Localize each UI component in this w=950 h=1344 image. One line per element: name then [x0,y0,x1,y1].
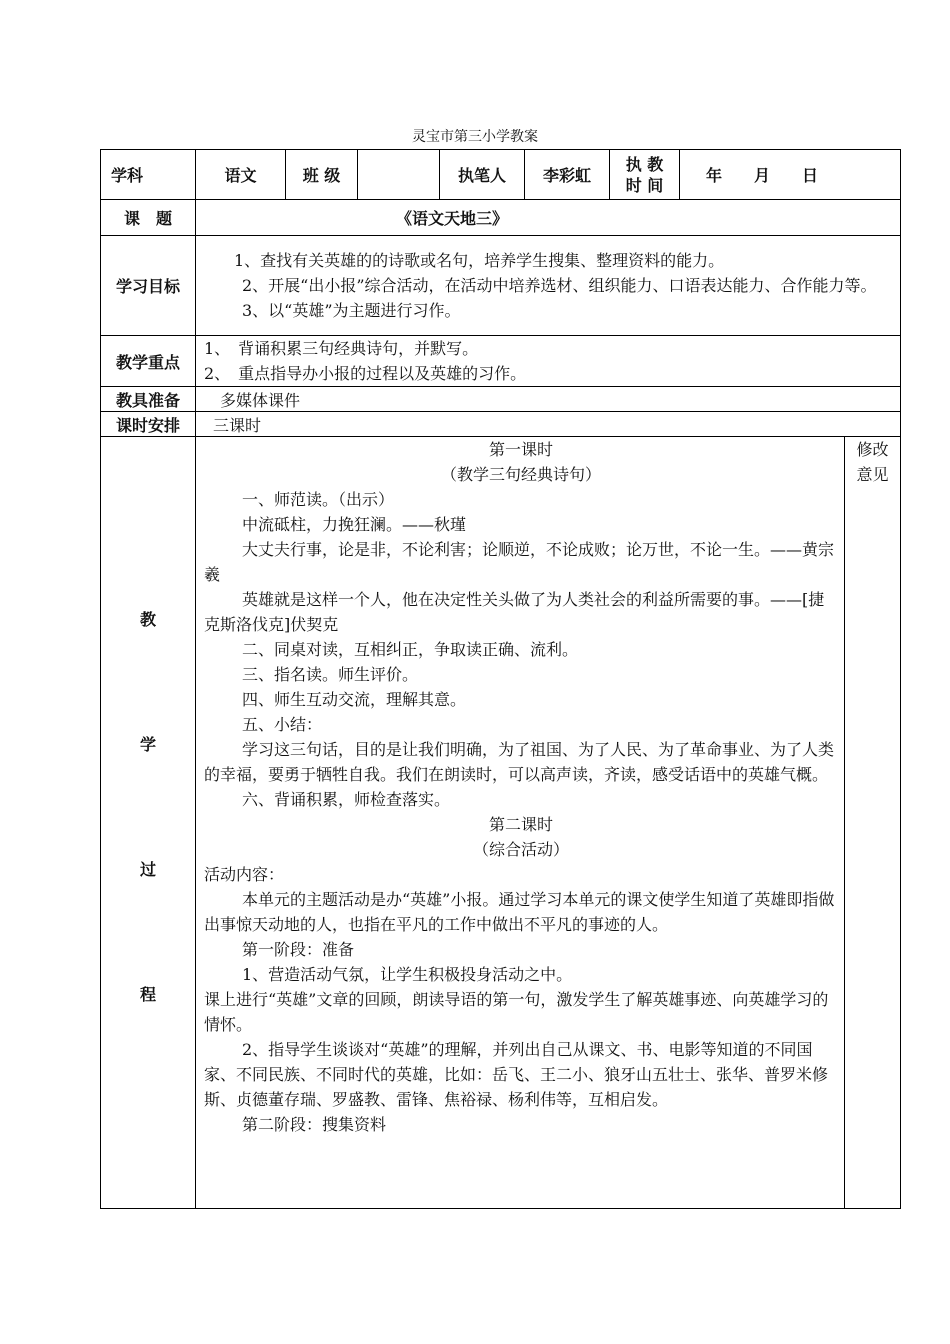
process-row [101,437,901,1209]
content-line: 活动内容： [204,865,285,884]
subject-value: 语文 [196,150,286,200]
content-line: 本单元的主题活动是办“英雄”小报。通过学习本单元的课文使学生知道了英雄即指做出事惊天动地的人，也指在平凡的工作中做出不平凡的事迹的人。 [204,890,835,934]
goals-row [101,236,901,336]
goals-content [196,236,901,336]
topic-value: 《语文天地三》 [196,200,901,236]
teach-time-label-1: 执 教 [625,154,664,174]
topic-row [101,200,901,236]
content-line: 六、背诵积累，师检查落实。 [242,790,451,809]
goal-item: 2、开展“出小报”综合活动，在活动中培养选材、组织能力、口语表达能力、合作能力等。 [242,276,877,295]
content-line: 2、指导学生谈谈对“英雄”的理解，并列出自己从课文、书、电影等知道的不同国家、不同民族、不同时代的英雄，比如：岳飞、王二小、狼牙山五壮士、张华、普罗米修斯、贞德董存瑞、罗盛教、雷锋、焦裕禄、杨利伟等，互相启发。 [204,1040,829,1109]
goal-item: 1、查找有关英雄的的诗歌或名句，培养学生搜集、整理资料的能力。 [234,251,725,270]
content-line: 二、同桌对读，互相纠正，争取读正确、流利。 [242,640,579,659]
lesson-subheading: （教学三句经典诗句） [440,465,601,484]
schedule-row [101,412,901,437]
header-row [101,150,901,200]
content-line: 学习这三句话，目的是让我们明确，为了祖国、为了人民、为了革命事业、为了人类的幸福，要勇于牺牲自我。我们在朗读时，可以高声读，齐读，感受话语中的英雄气概。 [204,740,835,784]
content-line: 1、营造活动气氛，让学生积极投身活动之中。 [242,965,573,984]
key-point-item: 2、 重点指导办小报的过程以及英雄的习作。 [204,364,527,383]
author-value: 李彩虹 [525,150,610,200]
key-point-item: 1、 背诵积累三句经典诗句，并默写。 [204,339,479,358]
content-line: 第二阶段：搜集资料 [242,1115,387,1134]
process-content [196,437,845,1209]
schedule-value: 三课时 [196,412,901,437]
lesson-heading: 第一课时 [488,440,553,459]
lesson-subheading: （综合活动） [472,840,569,859]
subject-label: 学科 [101,150,196,200]
process-label: 教 学 过 程 [101,437,196,1209]
key-points-row [101,336,901,387]
content-line: 三、指名读。师生评价。 [242,665,419,684]
key-points-content [196,336,901,387]
lesson-plan-table [100,149,901,1209]
date-value: 年 月 日 [680,150,901,200]
page-header: 灵宝市第三小学教案 [412,129,538,145]
materials-label: 教具准备 [101,387,196,412]
content-line: 中流砥柱，力挽狂澜。——秋瑾 [242,515,467,534]
content-line: 课上进行“英雄”文章的回顾，朗读导语的第一句，激发学生了解英雄事迹、向英雄学习的情怀。 [204,990,829,1034]
teach-time-label-2: 时 间 [625,175,664,195]
class-value [358,150,440,200]
lesson-heading: 第二课时 [488,815,553,834]
content-line: 第一阶段：准备 [242,940,355,959]
content-line: 大丈夫行事，论是非，不论利害；论顺逆，不论成败；论万世，不论一生。——黄宗羲 [204,540,835,584]
goals-label: 学习目标 [101,236,196,336]
class-label: 班 级 [286,150,358,200]
key-points-label: 教学重点 [101,336,196,387]
content-line: 英雄就是这样一个人，他在决定性关头做了为人类社会的利益所需要的事。——[捷克斯洛伐克]伏契克 [204,590,825,634]
content-line: 四、师生互动交流，理解其意。 [242,690,467,709]
topic-label: 课 题 [101,200,196,236]
goal-item: 3、以“英雄”为主题进行习作。 [242,301,461,320]
revision-notes: 修改意见 [845,437,901,1209]
author-label: 执笔人 [440,150,525,200]
teach-time-label [610,150,680,200]
materials-value: 多媒体课件 [196,387,901,412]
materials-row [101,387,901,412]
content-line: 五、小结： [242,715,323,734]
content-line: 一、师范读。（出示） [242,490,395,509]
schedule-label: 课时安排 [101,412,196,437]
